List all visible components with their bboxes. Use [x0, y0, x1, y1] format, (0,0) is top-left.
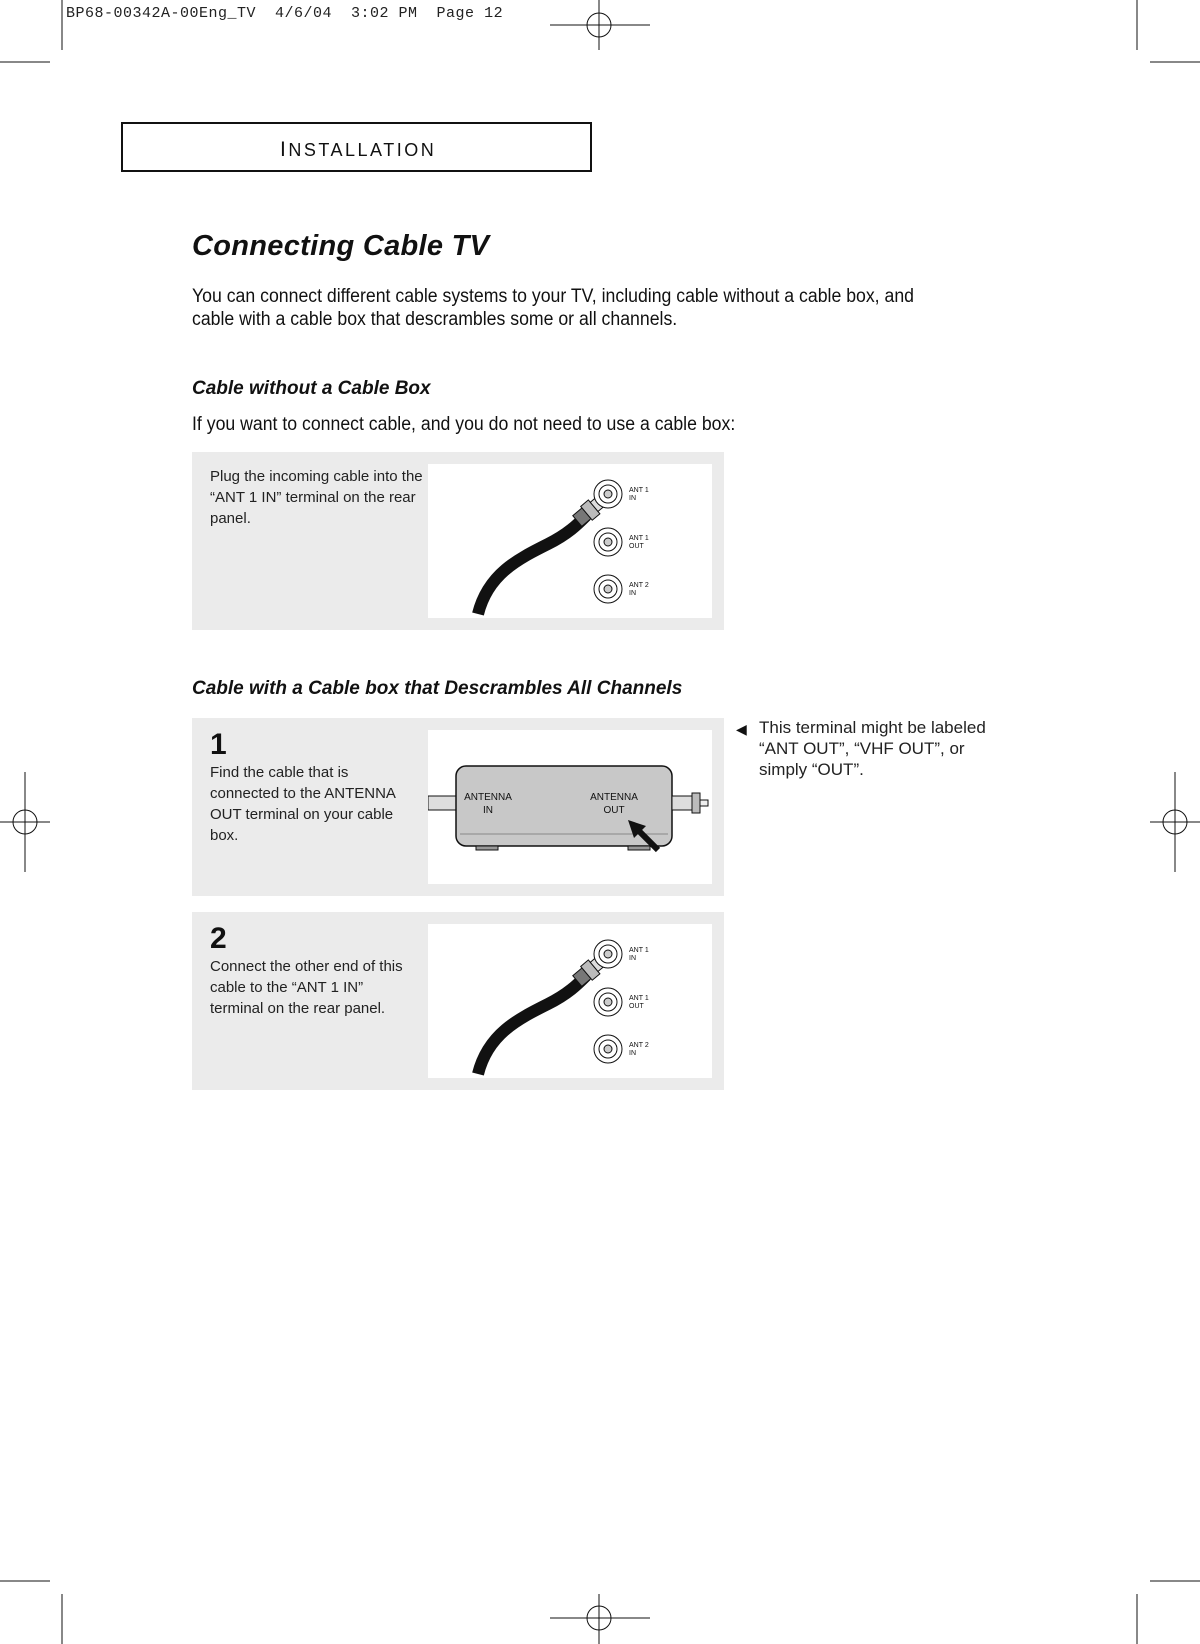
label-antenna-out-top: ANTENNA [590, 792, 638, 803]
section-label-initial: I [280, 138, 289, 161]
rear-panel-diagram-2 [428, 924, 712, 1078]
label-ant1-out-top-2: ANT 1 [629, 995, 649, 1002]
label-antenna-in-bottom: IN [483, 805, 493, 816]
coax-cable [478, 516, 586, 614]
label-ant2-in-bottom: IN [629, 590, 636, 597]
heading-without-box: Cable without a Cable Box [192, 378, 431, 399]
lead-without-box: If you want to connect cable, and you do not need to use a cable box: [192, 414, 736, 435]
step-1-text: Find the cable that is connected to the ANTENNA OUT terminal on your cable box. [210, 764, 396, 844]
panel-step-2 [192, 912, 724, 1090]
label-ant2-in-top-2: ANT 2 [629, 1042, 649, 1049]
cable-stub-in [428, 796, 456, 810]
label-ant1-in-bottom-2: IN [629, 955, 636, 962]
intro-paragraph: You can connect different cable systems to your TV, including cable without a cable box, and cable with a cable box that descrambles some or all channels. [192, 286, 914, 330]
panel-step-1 [192, 718, 724, 896]
section-label [280, 138, 436, 162]
label-ant2-in-top: ANT 2 [629, 582, 649, 589]
label-ant1-out-bottom-2: OUT [629, 1003, 644, 1010]
section-label-rest: NSTALLATION [288, 140, 437, 160]
label-ant1-in-bottom: IN [629, 495, 636, 502]
instruction-without-box: Plug the incoming cable into the “ANT 1 IN” terminal on the rear panel. [210, 468, 423, 527]
diagram-rear-panel-1 [428, 464, 712, 618]
diagram-cable-box [428, 730, 712, 884]
panel-without-box [192, 452, 724, 630]
terminal-note: This terminal might be labeled “ANT OUT”, “VHF OUT”, or simply “OUT”. [759, 718, 986, 779]
step-2-number: 2 [210, 922, 227, 955]
page-title: Connecting Cable TV [192, 230, 490, 262]
label-ant1-out-bottom: OUT [629, 543, 644, 550]
heading-with-box: Cable with a Cable box that Descrambles All Channels [192, 678, 683, 699]
label-antenna-out-bottom: OUT [603, 805, 625, 816]
note-arrow-icon: ◀ [736, 721, 747, 737]
print-slug: BP68-00342A-00Eng_TV 4/6/04 3:02 PM Page 12 [66, 5, 504, 22]
coax-cable-2 [478, 976, 586, 1074]
diagram-rear-panel-2 [428, 924, 712, 1078]
step-1-number: 1 [210, 728, 227, 761]
label-ant1-in-top-2: ANT 1 [629, 947, 649, 954]
cable-stub-out [672, 796, 692, 810]
step-2-text: Connect the other end of this cable to the “ANT 1 IN” terminal on the rear panel. [210, 958, 403, 1017]
rear-panel-diagram [428, 464, 712, 618]
label-ant2-in-bottom-2: IN [629, 1050, 636, 1057]
label-antenna-in-top: ANTENNA [464, 792, 512, 803]
label-ant1-out-top: ANT 1 [629, 535, 649, 542]
cable-box-diagram [428, 730, 712, 884]
label-ant1-in-top: ANT 1 [629, 487, 649, 494]
